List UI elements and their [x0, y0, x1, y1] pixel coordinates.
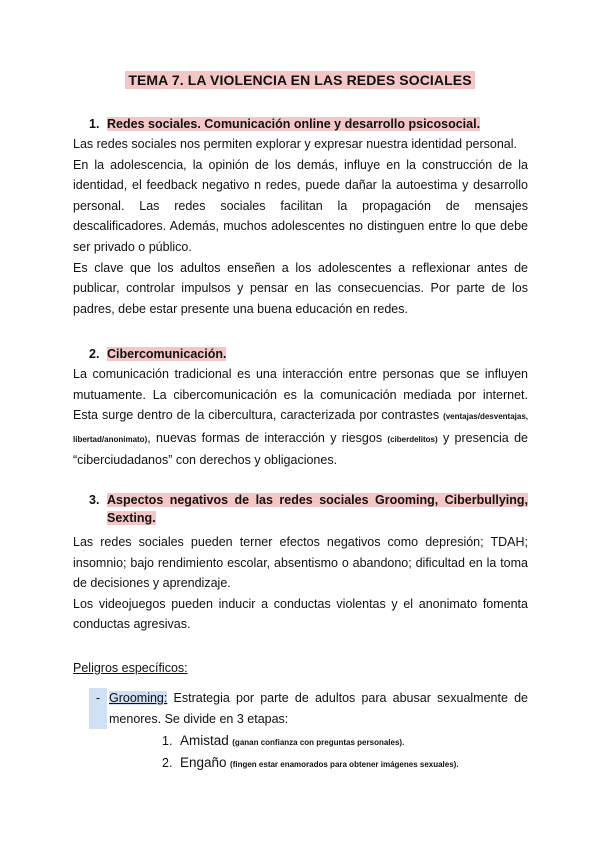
paragraph: Las redes sociales nos permiten explorar y expresar nuestra identidad personal.: [73, 137, 517, 151]
section-3-body: [73, 532, 528, 635]
stage-item: 2. Engaño (fingen estar enamorados para obtener imágenes sexuales).: [162, 755, 459, 770]
paragraph: La comunicación tradicional es una interacción entre personas que se influyen mutuamente. La cibercomunicación es la comunicación mediada por internet. Esta surge dentro de la cibercultura, caracterizada por contrastes (ventajas/desventajas, libertad/anonimato), nuevas formas de interacción y riesgos (ciberdelitos) y presencia de “ciberciudadanos” con derechos y obligaciones.: [73, 367, 528, 468]
bullet-marker: -: [89, 688, 107, 729]
grooming-item: - Grooming: Estrategia por parte de adultos para abusar sexualmente de menores. Se divide en 3 etapas:: [89, 688, 528, 729]
paragraph: Es clave que los adultos enseñen a los adolescentes a reflexionar antes de publicar, controlar impulsos y pensar en las consecuencias. Por parte de los padres, debe estar presente una buena educación en redes.: [73, 260, 528, 316]
peligros-label: Peligros específicos:: [73, 661, 188, 675]
section-2-heading: 2. Cibercomunicación.: [89, 347, 227, 361]
paragraph: Los videojuegos pueden inducir a conductas violentas y el anonimato fomenta conductas agresivas.: [73, 596, 528, 632]
paragraph: En la adolescencia, la opinión de los demás, influye en la construcción de la identidad, el feedback negativo n redes, puede dañar la autoestima y desarrollo personal. Las redes sociales facilitan la propagación de mensajes descalificadores. Además, muchos adolescentes no distinguen entre lo que debe ser privado o público.: [73, 157, 528, 254]
section-1-body: [73, 134, 528, 319]
paragraph: Las redes sociales pueden terner efectos negativos como depresión; TDAH; insomnio; bajo rendimiento escolar, absentismo o abandono; dificultad en la toma de decisiones y aprendizaje.: [73, 535, 528, 591]
section-1-heading: 1. Redes sociales. Comunicación online y desarrollo psicosocial.: [89, 117, 481, 131]
stage-item: 1. Amistad (ganan confianza con preguntas personales).: [162, 733, 405, 748]
section-3-heading: 3. Aspectos negativos de las redes sociales Grooming, Ciberbullying, Sexting.: [89, 493, 528, 525]
page-title: TEMA 7. LA VIOLENCIA EN LAS REDES SOCIALES: [0, 72, 600, 90]
section-2-body: [73, 364, 528, 471]
